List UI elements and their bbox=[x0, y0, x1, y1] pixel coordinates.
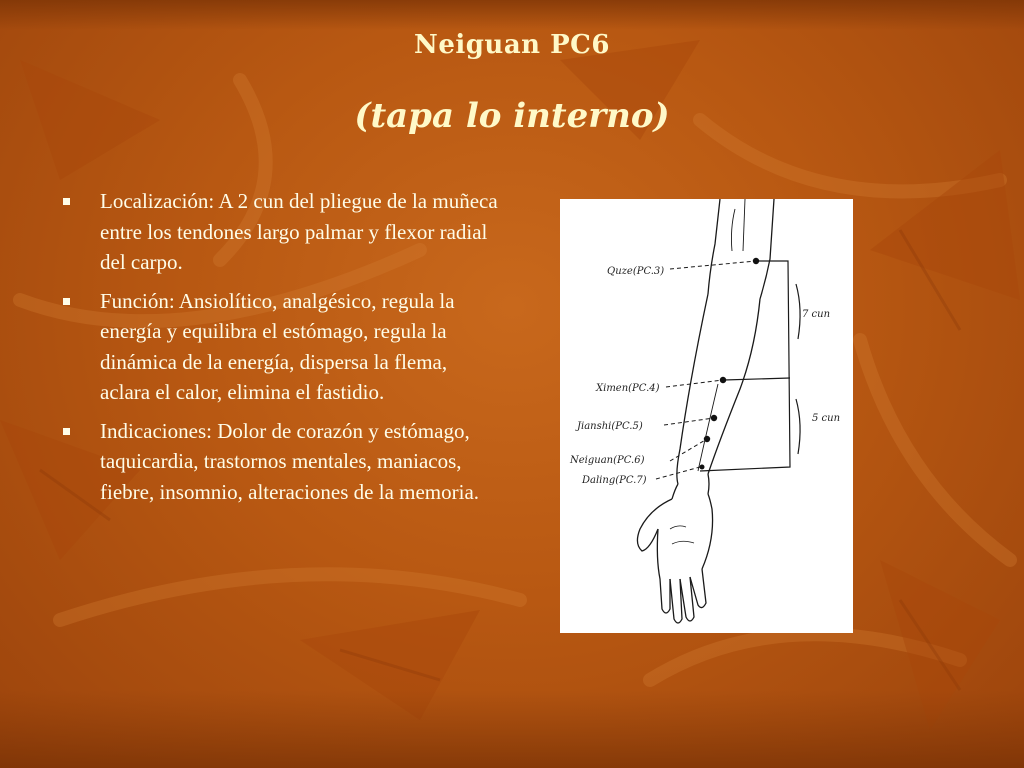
forearm-diagram bbox=[560, 199, 853, 633]
label-quze: Quze(PC.3) bbox=[607, 266, 665, 277]
label-daling: Daling(PC.7) bbox=[582, 475, 647, 486]
bullet-localizacion bbox=[60, 186, 500, 278]
daling-point bbox=[700, 465, 705, 470]
bullet-indicaciones bbox=[60, 416, 500, 508]
slide-title: Neiguan PC6 bbox=[414, 30, 610, 60]
bullet-text: Indicaciones: Dolor de corazón y estómago, taquicardia, trastornos mentales, maniacos, fiebre, insomnio, alteraciones de la memoria. bbox=[100, 418, 480, 504]
bullet-funcion bbox=[60, 286, 500, 408]
quze-point bbox=[753, 258, 759, 264]
label-ximen: Ximen(PC.4) bbox=[596, 383, 660, 394]
acupoint-leaders bbox=[656, 261, 756, 479]
square-bullet-icon bbox=[63, 298, 70, 305]
ximen-point bbox=[720, 377, 726, 383]
slide-subtitle: (tapa lo interno) bbox=[354, 96, 670, 136]
label-neiguan: Neiguan(PC.6) bbox=[570, 455, 645, 466]
bullet-text: Localización: A 2 cun del pliegue de la muñeca entre los tendones largo palmar y flexor radial del carpo. bbox=[100, 189, 498, 274]
jianshi-point bbox=[711, 415, 717, 421]
bullet-text: Función: Ansiolítico, analgésico, regula la energía y equilibra el estómago, regula la dinámica de la energía, dispersa la flema, aclara el calor, elimina el fastidio. bbox=[100, 288, 455, 404]
neiguan-point bbox=[704, 436, 710, 442]
label-5-cun: 5 cun bbox=[812, 413, 841, 424]
cun-measure-lines bbox=[700, 261, 800, 471]
square-bullet-icon bbox=[63, 428, 70, 435]
label-7-cun: 7 cun bbox=[802, 309, 831, 320]
square-bullet-icon bbox=[63, 198, 70, 205]
label-jianshi: Jianshi(PC.5) bbox=[577, 421, 643, 432]
bullet-list bbox=[60, 186, 500, 515]
forearm-acupoint-figure bbox=[560, 199, 853, 633]
